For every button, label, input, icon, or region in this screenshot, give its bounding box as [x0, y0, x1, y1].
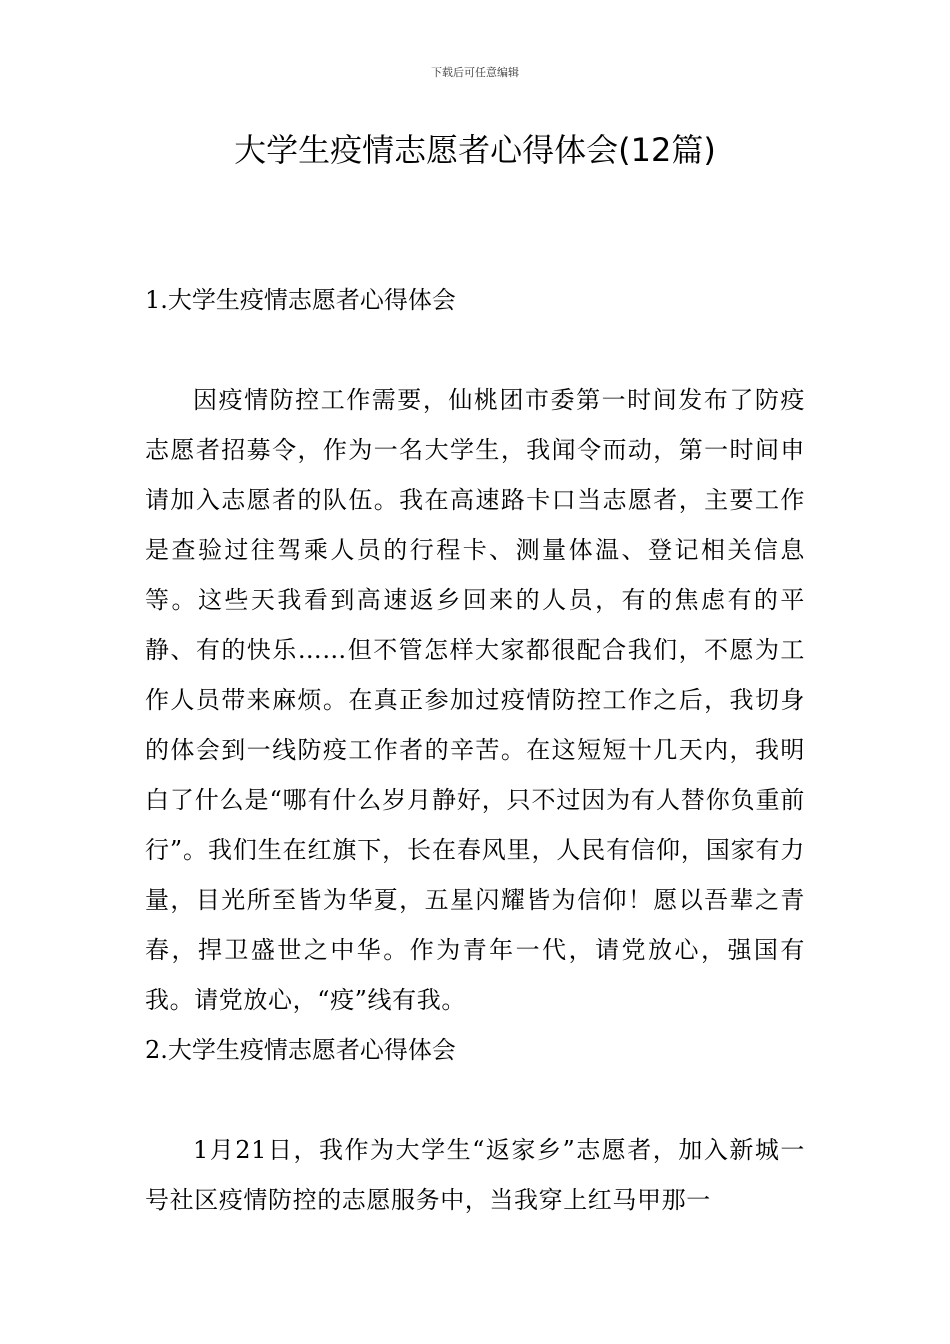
header-note: 下载后可任意编辑 — [431, 66, 519, 79]
document-title: 大学生疫情志愿者心得体会(12篇) — [234, 131, 716, 169]
section-heading: 2.大学生疫情志愿者心得体会 — [145, 1036, 456, 1064]
section-paragraph: 1月21日，我作为大学生“返家乡”志愿者，加入新城一号社区疫情防控的志愿服务中，当我穿上红马甲那一 — [145, 1136, 805, 1214]
document-body — [145, 275, 805, 1225]
blank-line — [145, 325, 805, 375]
section-1 — [145, 275, 805, 1025]
section-heading: 1.大学生疫情志愿者心得体会 — [145, 286, 456, 314]
blank-line — [145, 1075, 805, 1125]
section-paragraph: 因疫情防控工作需要，仙桃团市委第一时间发布了防疫志愿者招募令，作为一名大学生，我闻令而动，第一时间申请加入志愿者的队伍。我在高速路卡口当志愿者，主要工作是查验过往驾乘人员的行程卡、测量体温、登记相关信息等。这些天我看到高速返乡回来的人员，有的焦虑有的平静、有的快乐……但不管怎样大家都很配合我们，不愿为工作人员带来麻烦。在真正参加过疫情防控工作之后，我切身的体会到一线防疫工作者的辛苦。在这短短十几天内，我明白了什么是“哪有什么岁月静好，只不过因为有人替你负重前行”。我们生在红旗下，长在春风里，人民有信仰，国家有力量，目光所至皆为华夏，五星闪耀皆为信仰！愿以吾辈之青春，捍卫盛世之中华。作为青年一代，请党放心，强国有我。请党放心，“疫”线有我。 — [145, 386, 805, 1014]
section-2 — [145, 1025, 805, 1225]
